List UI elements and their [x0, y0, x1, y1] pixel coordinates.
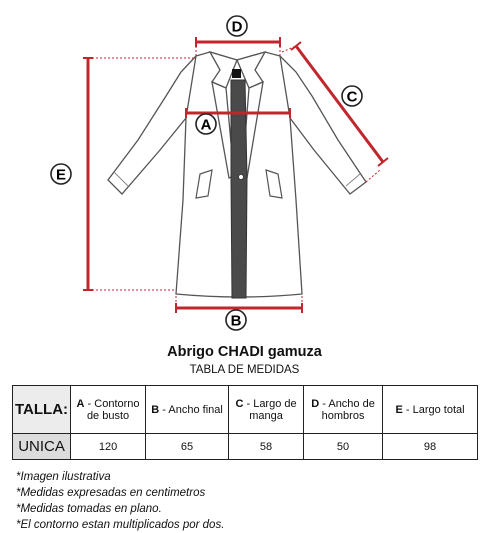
column-header-d [304, 386, 383, 434]
column-letter: B [151, 403, 160, 416]
value-cell-c: 58 [229, 434, 304, 460]
column-header-e [383, 386, 478, 434]
column-label: - Ancho final [159, 403, 223, 416]
table-subtitle: TABLA DE MEDIDAS [189, 364, 300, 376]
table-header-row [13, 386, 478, 434]
value-cell-e: 98 [383, 434, 478, 460]
label-e: E [55, 166, 67, 184]
table-row [13, 434, 478, 460]
footnotes [16, 469, 224, 533]
footnote: *Medidas tomadas en plano. [16, 503, 162, 515]
size-cell: UNICA [13, 434, 71, 460]
column-label: - Ancho de hombros [319, 397, 375, 422]
value-cell-b: 65 [146, 434, 229, 460]
talla-header: TALLA: [13, 386, 71, 434]
label-b: B [230, 312, 242, 330]
value-cell-d: 50 [304, 434, 383, 460]
footnote: *El contorno estan multiplicados por dos. [16, 519, 225, 531]
size-table [12, 385, 478, 460]
product-title: Abrigo CHADI gamuza [167, 344, 322, 360]
column-header-b [146, 386, 229, 434]
column-letter: C [235, 397, 244, 410]
column-header-c [229, 386, 304, 434]
coat-button [239, 175, 244, 180]
label-d: D [231, 18, 243, 36]
column-header-a [71, 386, 146, 434]
column-letter: D [311, 397, 320, 410]
left-sleeve [108, 56, 196, 194]
column-letter: E [395, 403, 403, 416]
value-cell-a: 120 [71, 434, 146, 460]
column-label: - Contorno de busto [84, 397, 140, 422]
label-patch [232, 69, 241, 78]
label-c: C [346, 88, 358, 106]
footnote: *Imagen ilustrativa [16, 471, 111, 483]
column-label: - Largo total [402, 403, 465, 416]
column-letter: A [76, 397, 85, 410]
footnote: *Medidas expresadas en centimetros [16, 487, 206, 499]
label-a: A [200, 116, 212, 134]
column-label: - Largo de manga [243, 397, 297, 422]
